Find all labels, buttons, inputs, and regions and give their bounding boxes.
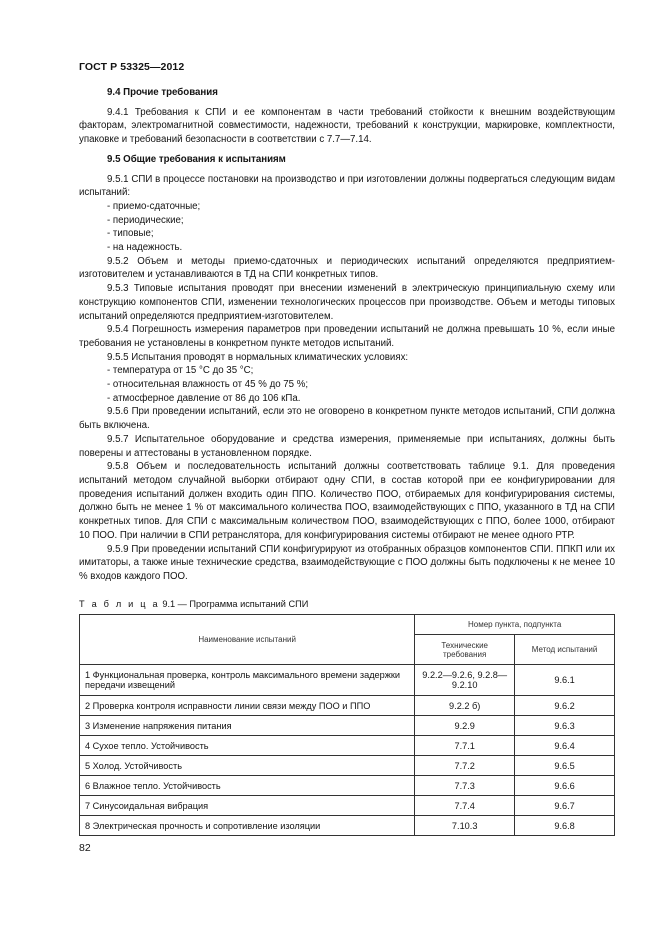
cell-method: 9.6.5 xyxy=(515,756,615,776)
table-row xyxy=(80,716,615,736)
section-9-4-title: 9.4 Прочие требования xyxy=(107,87,218,98)
cell-requirements: 7.10.3 xyxy=(415,816,515,836)
paragraph-9-5-5: 9.5.5 Испытания проводят в нормальных климатических условиях: xyxy=(107,351,409,363)
cell-test-name: 6 Влажное тепло. Устойчивость xyxy=(80,776,415,796)
cell-test-name: 5 Холод. Устойчивость xyxy=(80,756,415,776)
list-item: - на надежность. xyxy=(107,242,183,254)
list-item: - периодические; xyxy=(107,214,184,226)
cell-test-name: 2 Проверка контроля исправности линии связи между ПОО и ППО xyxy=(80,696,415,716)
cell-method: 9.6.2 xyxy=(515,696,615,716)
table-row xyxy=(80,756,615,776)
cell-method: 9.6.1 xyxy=(515,665,615,696)
paragraph-9-5-8: 9.5.8 Объем и последовательность испытаний должны соответствовать таблице 9.1. Для проведения испытаний методом случайной выборки отбирают одну СПИ, в состав которой при ее конфигурировании для проведения испытаний должен входить один ППО. Количество ПОО, отбираемых для конфигурирования системы, должно быть не менее 1 % от максимального количества ПОО, взаимодействующих с ППО, указанного в ТД на СПИ конкретных типов. Для СПИ с максимальным количеством ПОО, взаимодействующих с ППО, более 1000, отбирают 10 ПОО. При наличии в СПИ ретранслятора, для конфигурирования системы отбирают не менее одного РТР. xyxy=(79,461,615,541)
cell-requirements: 7.7.4 xyxy=(415,796,515,816)
cell-method: 9.6.3 xyxy=(515,716,615,736)
body-text xyxy=(79,86,615,584)
standard-header: ГОСТ Р 53325—2012 xyxy=(79,61,185,73)
table-row xyxy=(80,736,615,756)
cell-method: 9.6.7 xyxy=(515,796,615,816)
tests-program-table xyxy=(79,614,615,836)
paragraph-9-5-4: 9.5.4 Погрешность измерения параметров при проведении испытаний не должна превышать 10 %, если иные требования не установлены в конкретном пункте методов испытаний. xyxy=(79,324,615,349)
page-number: 82 xyxy=(79,842,91,854)
cell-requirements: 7.7.1 xyxy=(415,736,515,756)
cell-requirements: 7.7.2 xyxy=(415,756,515,776)
table-caption-prefix: Т а б л и ц а xyxy=(79,599,160,609)
paragraph-9-5-6: 9.5.6 При проведении испытаний, если это не оговорено в конкретном пункте методов испытаний, СПИ должна быть включена. xyxy=(79,406,615,432)
table-row xyxy=(80,776,615,796)
table-row xyxy=(80,696,615,716)
paragraph-9-5-2: 9.5.2 Объем и методы приемо-сдаточных и периодических испытаний определяются предприятием-изготовителем и устанавливаются в ТД на СПИ конкретных типов. xyxy=(79,255,615,281)
list-item: - приемо-сдаточные; xyxy=(107,200,201,212)
column-header-method: Метод испытаний xyxy=(515,635,615,665)
table-caption-title: 9.1 — Программа испытаний СПИ xyxy=(162,599,309,609)
cell-method: 9.6.4 xyxy=(515,736,615,756)
paragraph-9-5-9: 9.5.9 При проведении испытаний СПИ конфигурируют из отобранных образцов компонентов СПИ. ППКП или их имитаторы, а также иные технические средства, взаимодействующие с ПОО должны быть подключены к не менее 10 % входов каждого ПОО. xyxy=(79,543,615,582)
list-item: - типовые; xyxy=(107,228,154,240)
cell-requirements: 9.2.9 xyxy=(415,716,515,736)
cell-test-name: 4 Сухое тепло. Устойчивость xyxy=(80,736,415,756)
cell-method: 9.6.6 xyxy=(515,776,615,796)
list-item: - температура от 15 °С до 35 °С; xyxy=(107,365,254,377)
table-row xyxy=(80,796,615,816)
paragraph-9-5-7: 9.5.7 Испытательное оборудование и средства измерения, применяемые при испытаниях, должны быть поверены и аттестованы в установленном порядке. xyxy=(79,433,615,459)
list-item: - относительная влажность от 45 % до 75 %; xyxy=(107,379,309,391)
table-row xyxy=(80,665,615,696)
cell-requirements: 7.7.3 xyxy=(415,776,515,796)
column-header-requirements: Технические требования xyxy=(415,635,515,665)
column-header-name: Наименование испытаний xyxy=(80,615,415,665)
section-9-5-title: 9.5 Общие требования к испытаниям xyxy=(107,153,286,165)
cell-test-name: 7 Синусоидальная вибрация xyxy=(80,796,415,816)
paragraph-9-4-1: 9.4.1 Требования к СПИ и ее компонентам в части требований стойкости к внешним воздействующим факторам, электромагнитной совместимости, надежности, требований к конструкции, маркировке, комплектности, упаковке и требований безопасности в соответствии с 7.7—7.14. xyxy=(79,106,615,146)
paragraph-9-5-1: 9.5.1 СПИ в процессе постановки на производство и при изготовлении должны подвергаться следующим видам испытаний: xyxy=(79,173,615,199)
cell-requirements: 9.2.2—9.2.6, 9.2.8—9.2.10 xyxy=(415,665,515,696)
cell-test-name: 8 Электрическая прочность и сопротивление изоляции xyxy=(80,816,415,836)
cell-method: 9.6.8 xyxy=(515,816,615,836)
column-header-group: Номер пункта, подпункта xyxy=(415,615,615,635)
table-row xyxy=(80,816,615,836)
cell-requirements: 9.2.2 б) xyxy=(415,696,515,716)
cell-test-name: 1 Функциональная проверка, контроль максимального времени задержки передачи извещений xyxy=(80,665,415,696)
cell-test-name: 3 Изменение напряжения питания xyxy=(80,716,415,736)
paragraph-9-5-3: 9.5.3 Типовые испытания проводят при внесении изменений в электрическую принципиальную схему или конструкцию компонентов СПИ, изменении технологических процессов при производстве. Объем и методы типовых испытаний определяются предприятием-изготовителем. xyxy=(79,283,615,322)
table-caption xyxy=(79,599,308,609)
list-item: - атмосферное давление от 86 до 106 кПа. xyxy=(107,392,301,404)
